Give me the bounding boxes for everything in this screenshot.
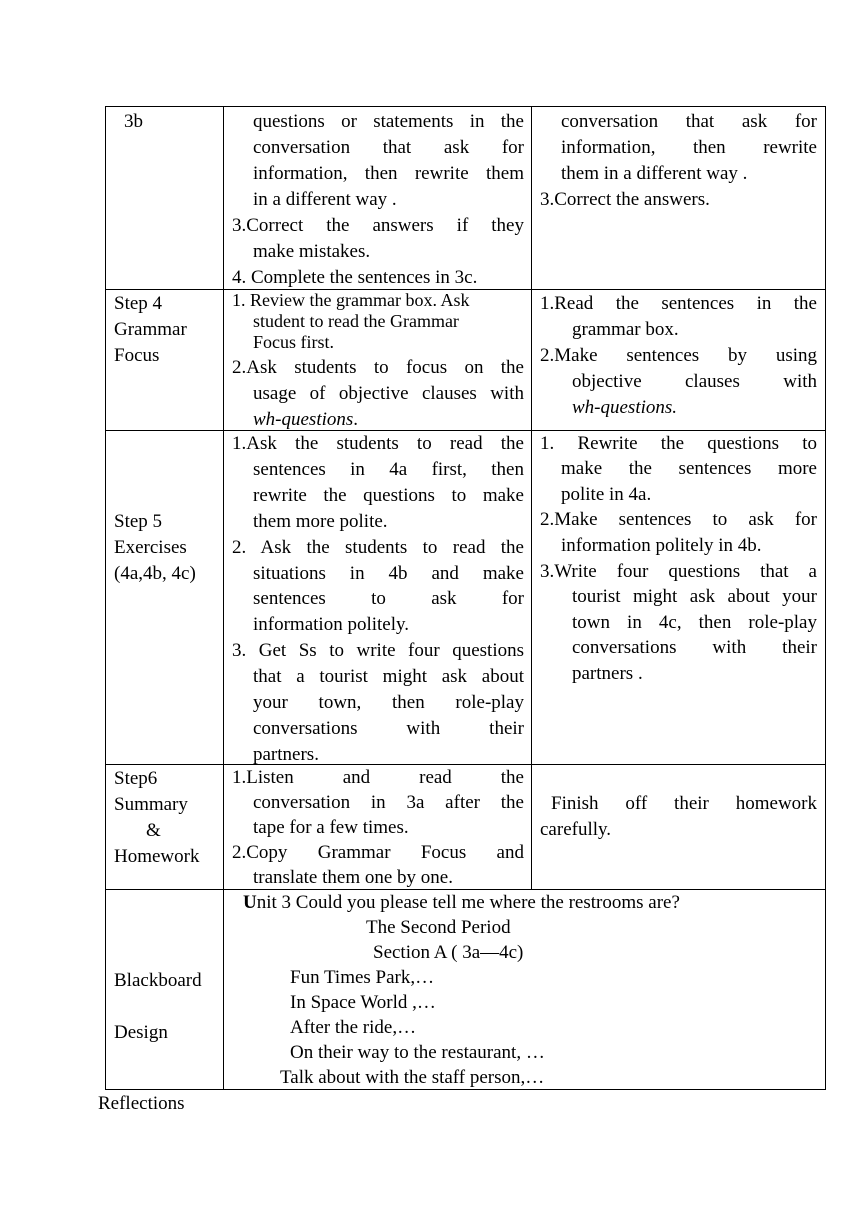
student-activity: conversation that ask for information, then rewrite them in a different way . 3.Correct the answers. xyxy=(540,111,817,210)
table-rule xyxy=(105,106,106,1090)
student-activity: Finish off their homework carefully. xyxy=(540,793,817,840)
teacher-activity: 1.Ask the students to read the sentences in 4a first, then rewrite the questions to make them more polite. 2. Ask the students to read the situations in 4b and make sentences to ask for information politely. 3. Get Ss to write four questions that a tourist might ask about your town, then role-play conversations with their partners. xyxy=(232,433,524,765)
table-rule xyxy=(531,106,532,890)
step-label: Design xyxy=(114,1022,168,1043)
reflections-heading: Reflections xyxy=(98,1093,185,1114)
step-label: 3b xyxy=(124,111,143,132)
table-rule xyxy=(223,106,224,1090)
teacher-activity: 1.Listen and read the conversation in 3a after the tape for a few times. 2.Copy Grammar Focus and translate them one by one. xyxy=(232,767,524,888)
teacher-activity: 1. Review the grammar box. Ask student to read the Grammar Focus first. 2.Ask students to focus on the usage of objective clauses with wh-questions. xyxy=(232,290,524,430)
step-label: Step 5 Exercises (4a,4b, 4c) xyxy=(114,511,196,584)
step-label: Step 4 Grammar Focus xyxy=(114,293,187,366)
table-rule xyxy=(825,106,826,1090)
table-rule xyxy=(105,106,826,107)
step-label: Blackboard xyxy=(114,970,202,991)
student-activity: 1.Read the sentences in the grammar box. 2.Make sentences by using objective clauses with wh-questions. xyxy=(540,293,817,418)
student-activity: 1. Rewrite the questions to make the sentences more polite in 4a. 2.Make sentences to ask for information politely in 4b. 3.Write four questions that a tourist might ask about your town in 4c, then role-play conversations with their partners . xyxy=(540,433,817,684)
teacher-activity: questions or statements in the conversation that ask for information, then rewrite them in a different way . 3.Correct the answers if they make mistakes. 4. Complete the sentences in 3c. xyxy=(232,111,524,288)
step-label: Step6 Summary & Homework xyxy=(114,768,200,867)
document-page: 3b questions or statements in the conversation that ask for information, then rewrite them in a different way . 3.Correct the answers if they make mistakes. 4. Complete the sentences in 3c. conversation that ask for information, then rewrite them in a different way . 3.Correct the answers. Step 4 Grammar Focus 1. Review the grammar box. Ask student to read the Grammar Focus first. 2.Ask students to focus on the usage of objective clauses with wh-questions. 1.Read the sentences in the grammar box. 2.Make sentences by using objective clauses with wh-questions. Step 5 Exercises (4a,4b, 4c) 1.Ask the students to read the sentences in 4a first, then rewrite the questions to make them more polite. 2. Ask the students to read the situations in 4b and make sentences to ask for information politely. 3. Get Ss to write four questions that a tourist might ask about your town, then role-play conversations with their partners. 1. Rewrite the questions to make the sentences more polite in 4a. 2.Make sentences to ask for information politely in 4b. 3.Write four questions that a tourist might ask about your town in 4c, then role-play conversations with their partners . Step6 Summary & Homework 1.Listen and read the conversation in 3a after the tape for a few times. 2.Copy Grammar Focus and translate them one by one. Finish off their homework carefully. Blackboard Design Unit 3 Could you please tell me where the restrooms are? The Second Period Section A ( 3a—4c) Fun Times Park,… In Space World ,… After the ride,… On their way to the restaurant, … Talk about with the staff person,… Reflections xyxy=(0,0,860,1216)
